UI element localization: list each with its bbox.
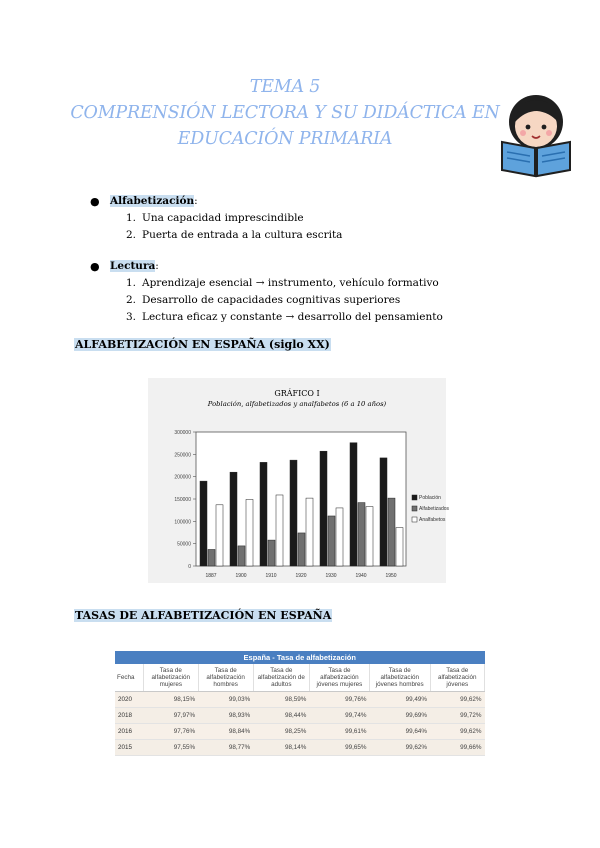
bar-analfabetos (276, 495, 283, 566)
legend-label: Alfabetizados (419, 506, 450, 512)
bar-población (350, 443, 357, 566)
chart-title: GRÁFICO I (274, 389, 320, 398)
x-tick-label: 1940 (355, 573, 367, 579)
section-heading-alfabetizacion-espana: ALFABETIZACIÓN EN ESPAÑA (siglo XX) (75, 338, 330, 351)
bar-población (290, 460, 297, 566)
column-header: Tasa de alfabetización de adultos (253, 664, 309, 692)
column-header: Tasa de alfabetización jóvenes (430, 664, 485, 692)
table-title: España - Tasa de alfabetización (115, 651, 485, 664)
alfabetizacion-colon: : (194, 195, 198, 207)
bar-población (320, 451, 327, 566)
x-tick-label: 1930 (325, 573, 337, 579)
x-tick-label: 1887 (205, 573, 217, 579)
y-tick-label: 250000 (174, 452, 191, 459)
bar-alfabetizados (298, 533, 305, 566)
legend-swatch (412, 495, 417, 500)
lectura-section (90, 258, 443, 326)
bar-población (230, 472, 237, 566)
lectura-colon: : (155, 260, 159, 272)
bullet-dot-icon: ● (90, 195, 100, 208)
bar-población (380, 458, 387, 566)
bar-analfabetos (366, 507, 373, 566)
bar-alfabetizados (358, 503, 365, 566)
y-tick-label: 100000 (174, 519, 191, 526)
alfabetizacion-section (90, 193, 342, 244)
table-row: 2016 97,76% 98,84% 98,25% 99,61% 99,64% 99,62% (115, 724, 485, 740)
chart-container (148, 378, 450, 583)
legend-swatch (412, 517, 417, 522)
bar-alfabetizados (388, 498, 395, 566)
column-header: Tasa de alfabetización mujeres (144, 664, 199, 692)
y-tick-label: 0 (188, 564, 191, 570)
y-tick-label: 50000 (177, 541, 191, 548)
chart-subtitle: Población, alfabetizados y analfabetos (6 a 10 años) (207, 400, 387, 408)
title-line-2: COMPRENSIÓN LECTORA Y SU DIDÁCTICA EN (70, 103, 500, 123)
lectura-list (90, 275, 443, 326)
list-item: 2. Puerta de entrada a la cultura escrita (126, 229, 343, 241)
lectura-label: Lectura (110, 260, 156, 272)
page-title (60, 74, 510, 152)
title-line-1: TEMA 5 (249, 77, 321, 97)
column-header: Tasa de alfabetización hombres (198, 664, 253, 692)
y-tick-label: 200000 (174, 474, 191, 481)
column-header: Fecha (115, 664, 144, 692)
y-tick-label: 300000 (174, 430, 191, 436)
bar-alfabetizados (268, 540, 275, 566)
column-header: Tasa de alfabetización jóvenes hombres (369, 664, 430, 692)
bar-analfabetos (396, 528, 403, 566)
legend-label: Analfabetos (419, 517, 446, 523)
bar-analfabetos (246, 499, 253, 566)
column-header: Tasa de alfabetización jóvenes mujeres (309, 664, 369, 692)
bar-población (260, 462, 267, 566)
lectura-bullet (90, 258, 443, 275)
bar-alfabetizados (208, 549, 215, 566)
title-line-3: EDUCACIÓN PRIMARIA (177, 129, 393, 149)
table-row: 2020 98,15% 99,03% 98,59% 99,76% 99,49% 99,62% (115, 692, 485, 708)
x-tick-label: 1950 (385, 573, 397, 579)
bar-población (200, 481, 207, 566)
bar-analfabetos (306, 498, 313, 566)
bar-analfabetos (336, 508, 343, 566)
legend-label: Población (419, 495, 441, 501)
x-tick-label: 1910 (265, 573, 277, 579)
x-tick-label: 1920 (295, 573, 307, 579)
bar-chart (148, 378, 450, 583)
bullet-dot-icon: ● (90, 260, 100, 273)
y-tick-label: 150000 (174, 497, 191, 503)
bar-alfabetizados (328, 516, 335, 566)
child-reading-book-icon (497, 92, 575, 178)
bar-alfabetizados (238, 546, 245, 566)
literacy-rate-table (115, 651, 485, 756)
list-item: 1. Una capacidad imprescindible (126, 212, 304, 224)
list-item: 3. Lectura eficaz y constante → desarrollo del pensamiento (126, 311, 443, 323)
legend-swatch (412, 506, 417, 511)
alfabetizacion-list (90, 210, 342, 244)
list-item: 2. Desarrollo de capacidades cognitivas superiores (126, 294, 401, 306)
list-item: 1. Aprendizaje esencial → instrumento, vehículo formativo (126, 277, 439, 289)
bar-analfabetos (216, 505, 223, 566)
alfabetizacion-bullet (90, 193, 342, 210)
table-row: 2018 97,97% 98,93% 98,44% 99,74% 99,69% 99,72% (115, 708, 485, 724)
table-row: 2015 97,55% 98,77% 98,14% 99,65% 99,62% 99,66% (115, 740, 485, 756)
section-heading-tasas: TASAS DE ALFABETIZACIÓN EN ESPAÑA (75, 609, 332, 622)
x-tick-label: 1900 (235, 573, 247, 579)
alfabetizacion-label: Alfabetización (110, 195, 195, 207)
